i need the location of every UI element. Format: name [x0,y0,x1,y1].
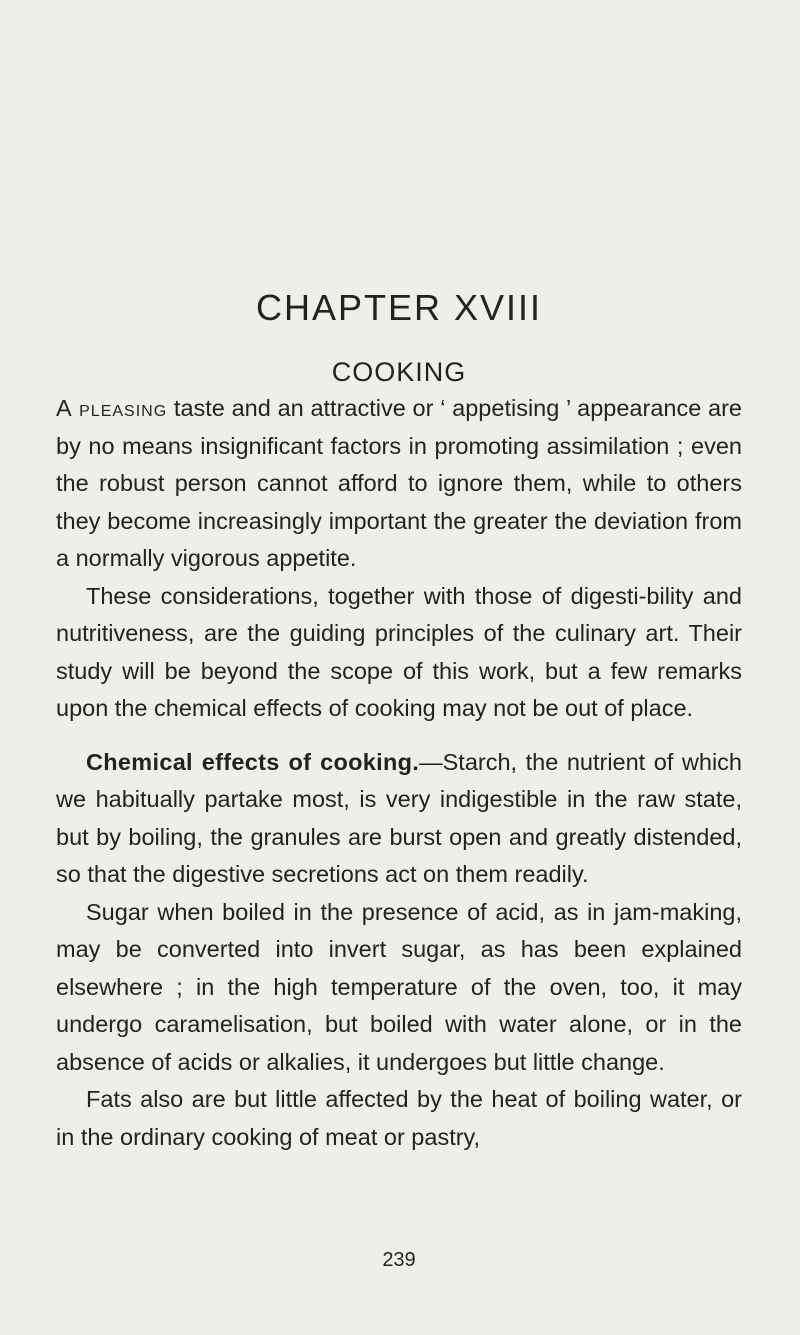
book-page [56,0,742,1335]
paragraph-2: These considerations, together with those of digesti-bility and nutritiveness, are the guiding principles of the culinary art. Their study will be beyond the scope of this work, but a few remarks upon the chemical effects of cooking may not be out of place. [56,582,742,721]
paragraph-4: Sugar when boiled in the presence of acid, as in jam-making, may be converted into invert sugar, as has been explained elsewhere ; in the high temperature of the oven, too, it may undergo caramelisation, but boiled with water alone, or in the absence of acids or alkalies, it undergoes but little change. [56,898,742,1075]
paragraph-3-text: —Starch, the nutrient of which we habitually partake most, is very indigestible in the raw state, but by boiling, the granules are burst open and greatly distended, so that the digestive secretions act on them readily. [56,748,743,887]
chapter-subtitle: COOKING [331,357,467,387]
chapter-title: CHAPTER XVIII [255,287,543,328]
section-heading: Chemical effects of cooking. [86,748,420,775]
page-number: 239 [382,1249,416,1271]
paragraph-3 [56,744,742,894]
paragraph-5: Fats also are but little affected by the heat of boiling water, or in the ordinary cooking of meat or pastry, [56,1086,742,1150]
chapter-body [56,390,742,1156]
paragraph-1-lead: A pleasing [56,395,168,421]
paragraph-1-text: taste and an attractive or ‘ appetising ’ appearance are by no means insignificant factors in promoting assimilation ; even the robust person cannot afford to ignore them, while to others they become increasingly important the greater the deviation from a normally vigorous appetite. [56,395,742,571]
paragraph-1 [56,390,742,578]
